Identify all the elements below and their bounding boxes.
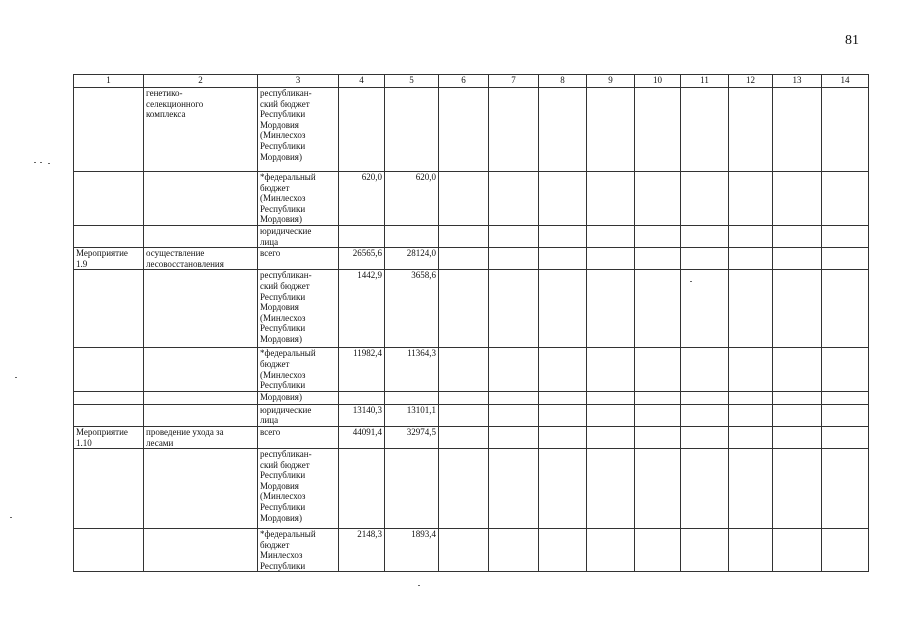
- value-2021-cell: 26565,6: [339, 248, 385, 270]
- value-2021-cell: 1442,9: [339, 270, 385, 348]
- scan-speck: [34, 162, 36, 163]
- funding-source-cell: всего: [258, 248, 339, 270]
- empty-cell: [439, 172, 489, 226]
- funding-source-cell: всего: [258, 426, 339, 448]
- scan-speck: [690, 281, 692, 282]
- empty-cell: [489, 529, 539, 572]
- value-2021-cell: 44091,4: [339, 426, 385, 448]
- column-header: 13: [773, 75, 822, 88]
- description-cell: [144, 225, 258, 247]
- empty-cell: [489, 248, 539, 270]
- table-row: [74, 391, 869, 404]
- empty-cell: [681, 172, 729, 226]
- empty-cell: [822, 270, 869, 348]
- description-cell: [144, 270, 258, 348]
- empty-cell: [439, 529, 489, 572]
- table-row: [74, 270, 869, 348]
- column-header: 8: [539, 75, 587, 88]
- activity-cell: [74, 449, 144, 529]
- column-header: 3: [258, 75, 339, 88]
- empty-cell: [729, 426, 773, 448]
- empty-cell: [635, 391, 681, 404]
- empty-cell: [489, 348, 539, 391]
- scan-speck: [40, 162, 42, 163]
- empty-cell: [729, 449, 773, 529]
- empty-cell: [681, 426, 729, 448]
- empty-cell: [587, 248, 635, 270]
- empty-cell: [681, 404, 729, 426]
- empty-cell: [729, 225, 773, 247]
- funding-source-cell: юридические лица: [258, 404, 339, 426]
- activity-cell: Мероприятие 1.10: [74, 426, 144, 448]
- table-row: [74, 172, 869, 226]
- description-cell: [144, 404, 258, 426]
- value-2022-cell: [385, 391, 439, 404]
- funding-source-cell: республикан- ский бюджет Республики Мордовия (Минлесхоз Республики Мордовия): [258, 88, 339, 172]
- empty-cell: [587, 270, 635, 348]
- empty-cell: [539, 348, 587, 391]
- empty-cell: [729, 348, 773, 391]
- empty-cell: [489, 270, 539, 348]
- empty-cell: [587, 391, 635, 404]
- empty-cell: [539, 248, 587, 270]
- column-header: 12: [729, 75, 773, 88]
- empty-cell: [681, 225, 729, 247]
- value-2022-cell: 11364,3: [385, 348, 439, 391]
- description-cell: [144, 529, 258, 572]
- empty-cell: [539, 88, 587, 172]
- empty-cell: [635, 248, 681, 270]
- description-cell: [144, 172, 258, 226]
- table-row: [74, 449, 869, 529]
- empty-cell: [773, 88, 822, 172]
- empty-cell: [773, 449, 822, 529]
- value-2021-cell: [339, 449, 385, 529]
- table-row: [74, 426, 869, 448]
- empty-cell: [489, 404, 539, 426]
- empty-cell: [773, 529, 822, 572]
- column-header: 5: [385, 75, 439, 88]
- empty-cell: [587, 348, 635, 391]
- scan-speck: [48, 163, 50, 164]
- empty-cell: [439, 426, 489, 448]
- table-row: [74, 348, 869, 391]
- empty-cell: [822, 426, 869, 448]
- empty-cell: [681, 348, 729, 391]
- value-2022-cell: [385, 449, 439, 529]
- funding-source-cell: республикан- ский бюджет Республики Мордовия (Минлесхоз Республики Мордовия): [258, 449, 339, 529]
- empty-cell: [822, 172, 869, 226]
- value-2022-cell: 1893,4: [385, 529, 439, 572]
- value-2021-cell: 620,0: [339, 172, 385, 226]
- empty-cell: [773, 172, 822, 226]
- empty-cell: [729, 172, 773, 226]
- column-header: 4: [339, 75, 385, 88]
- empty-cell: [822, 348, 869, 391]
- funding-source-cell: Мордовия): [258, 391, 339, 404]
- empty-cell: [729, 529, 773, 572]
- empty-cell: [729, 270, 773, 348]
- column-header: 1: [74, 75, 144, 88]
- description-cell: [144, 391, 258, 404]
- empty-cell: [489, 426, 539, 448]
- empty-cell: [587, 449, 635, 529]
- empty-cell: [822, 529, 869, 572]
- activity-cell: [74, 348, 144, 391]
- activity-cell: Мероприятие 1.9: [74, 248, 144, 270]
- activity-cell: [74, 391, 144, 404]
- empty-cell: [635, 404, 681, 426]
- activity-cell: [74, 225, 144, 247]
- activity-cell: [74, 529, 144, 572]
- empty-cell: [773, 348, 822, 391]
- funding-source-cell: *федеральный бюджет (Минлесхоз Республики Мордовия): [258, 172, 339, 226]
- empty-cell: [681, 391, 729, 404]
- empty-cell: [635, 270, 681, 348]
- empty-cell: [539, 225, 587, 247]
- empty-cell: [439, 391, 489, 404]
- value-2021-cell: [339, 88, 385, 172]
- empty-cell: [539, 270, 587, 348]
- funding-source-cell: республикан- ский бюджет Республики Мордовия (Минлесхоз Республики Мордовия): [258, 270, 339, 348]
- empty-cell: [539, 172, 587, 226]
- empty-cell: [773, 225, 822, 247]
- empty-cell: [729, 248, 773, 270]
- table-row: [74, 88, 869, 172]
- empty-cell: [822, 449, 869, 529]
- table-row: [74, 529, 869, 572]
- description-cell: [144, 449, 258, 529]
- empty-cell: [587, 172, 635, 226]
- empty-cell: [773, 426, 822, 448]
- empty-cell: [587, 225, 635, 247]
- empty-cell: [539, 404, 587, 426]
- empty-cell: [635, 88, 681, 172]
- empty-cell: [729, 404, 773, 426]
- empty-cell: [681, 248, 729, 270]
- empty-cell: [439, 270, 489, 348]
- empty-cell: [681, 449, 729, 529]
- column-header: 2: [144, 75, 258, 88]
- value-2021-cell: 13140,3: [339, 404, 385, 426]
- description-cell: проведение ухода за лесами: [144, 426, 258, 448]
- empty-cell: [635, 225, 681, 247]
- funding-source-cell: юридические лица: [258, 225, 339, 247]
- column-header: 11: [681, 75, 729, 88]
- column-header: 14: [822, 75, 869, 88]
- column-header: 9: [587, 75, 635, 88]
- value-2022-cell: [385, 225, 439, 247]
- empty-cell: [822, 225, 869, 247]
- empty-cell: [489, 449, 539, 529]
- table-row: [74, 404, 869, 426]
- value-2022-cell: [385, 88, 439, 172]
- page-number: 81: [845, 33, 859, 48]
- empty-cell: [489, 391, 539, 404]
- empty-cell: [729, 88, 773, 172]
- value-2022-cell: 28124,0: [385, 248, 439, 270]
- empty-cell: [681, 88, 729, 172]
- empty-cell: [587, 404, 635, 426]
- description-cell: осуществление лесовосстановления: [144, 248, 258, 270]
- empty-cell: [539, 426, 587, 448]
- empty-cell: [439, 449, 489, 529]
- empty-cell: [773, 391, 822, 404]
- empty-cell: [587, 426, 635, 448]
- empty-cell: [822, 391, 869, 404]
- empty-cell: [681, 529, 729, 572]
- activity-cell: [74, 88, 144, 172]
- empty-cell: [635, 172, 681, 226]
- scan-speck: [15, 377, 17, 378]
- empty-cell: [729, 391, 773, 404]
- value-2022-cell: 32974,5: [385, 426, 439, 448]
- empty-cell: [489, 225, 539, 247]
- empty-cell: [822, 248, 869, 270]
- header-row: [74, 75, 869, 88]
- value-2021-cell: [339, 225, 385, 247]
- description-cell: генетико- селекционного комплекса: [144, 88, 258, 172]
- empty-cell: [773, 404, 822, 426]
- funding-source-cell: *федеральный бюджет (Минлесхоз Республики: [258, 348, 339, 391]
- activity-cell: [74, 404, 144, 426]
- value-2021-cell: [339, 391, 385, 404]
- empty-cell: [635, 348, 681, 391]
- table-row: [74, 225, 869, 247]
- empty-cell: [489, 88, 539, 172]
- empty-cell: [635, 426, 681, 448]
- empty-cell: [681, 270, 729, 348]
- empty-cell: [773, 248, 822, 270]
- activity-cell: [74, 172, 144, 226]
- column-header: 7: [489, 75, 539, 88]
- empty-cell: [439, 225, 489, 247]
- empty-cell: [439, 348, 489, 391]
- funding-source-cell: *федеральный бюджет Минлесхоз Республики: [258, 529, 339, 572]
- empty-cell: [635, 449, 681, 529]
- budget-table: [73, 74, 869, 572]
- description-cell: [144, 348, 258, 391]
- column-header: 6: [439, 75, 489, 88]
- scan-speck: [10, 517, 12, 518]
- empty-cell: [489, 172, 539, 226]
- empty-cell: [822, 88, 869, 172]
- value-2021-cell: 2148,3: [339, 529, 385, 572]
- empty-cell: [773, 270, 822, 348]
- empty-cell: [635, 529, 681, 572]
- value-2022-cell: 13101,1: [385, 404, 439, 426]
- value-2022-cell: 620,0: [385, 172, 439, 226]
- column-header: 10: [635, 75, 681, 88]
- empty-cell: [587, 88, 635, 172]
- empty-cell: [539, 529, 587, 572]
- empty-cell: [587, 529, 635, 572]
- empty-cell: [439, 248, 489, 270]
- empty-cell: [539, 391, 587, 404]
- empty-cell: [439, 404, 489, 426]
- empty-cell: [539, 449, 587, 529]
- value-2021-cell: 11982,4: [339, 348, 385, 391]
- value-2022-cell: 3658,6: [385, 270, 439, 348]
- table-row: [74, 248, 869, 270]
- empty-cell: [822, 404, 869, 426]
- activity-cell: [74, 270, 144, 348]
- scan-speck: [418, 585, 420, 586]
- empty-cell: [439, 88, 489, 172]
